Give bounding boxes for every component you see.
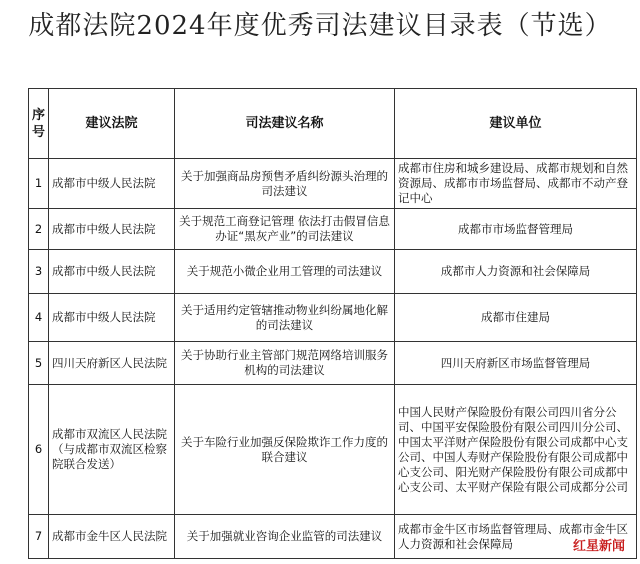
- cell-court: 四川天府新区人民法院: [49, 342, 175, 385]
- table-row: [29, 342, 637, 385]
- cell-court: 成都市中级人民法院: [49, 250, 175, 294]
- cell-name: 关于车险行业加强反保险欺诈工作力度的联合建议: [175, 385, 395, 515]
- cell-name: 关于加强商品房预售矛盾纠纷源头治理的司法建议: [175, 159, 395, 209]
- cell-unit: 中国人民财产保险股份有限公司四川省分公司、中国平安保险股份有限公司四川分公司、中国太平洋财产保险股份有限公司成都中心支公司、中国人寿财产保险股份有限公司成都中心支公司、阳光财产保险股份有限公司成都中心支公司、太平财产保险有限公司成都分公司: [395, 385, 637, 515]
- cell-unit: 成都市住建局: [395, 294, 637, 342]
- suggestion-catalog-table: [28, 88, 637, 559]
- cell-name: 关于规范小微企业用工管理的司法建议: [175, 250, 395, 294]
- table-row: [29, 385, 637, 515]
- cell-name: 关于适用约定管辖推动物业纠纷属地化解的司法建议: [175, 294, 395, 342]
- header-unit: 建议单位: [395, 89, 637, 159]
- cell-court: 成都市双流区人民法院（与成都市双流区检察院联合发送）: [49, 385, 175, 515]
- cell-name: 关于协助行业主管部门规范网络培训服务机构的司法建议: [175, 342, 395, 385]
- header-court: 建议法院: [49, 89, 175, 159]
- cell-seq: 3: [29, 250, 49, 294]
- cell-unit: 成都市人力资源和社会保障局: [395, 250, 637, 294]
- table-row: [29, 250, 637, 294]
- news-logo-watermark: 红星新闻: [564, 536, 634, 558]
- cell-seq: 1: [29, 159, 49, 209]
- cell-name: 关于规范工商登记管理 依法打击假冒信息办证“黑灰产业”的司法建议: [175, 209, 395, 250]
- table-row: [29, 159, 637, 209]
- cell-court: 成都市中级人民法院: [49, 209, 175, 250]
- cell-seq: 4: [29, 294, 49, 342]
- cell-name: 关于加强就业咨询企业监管的司法建议: [175, 515, 395, 559]
- cell-seq: 6: [29, 385, 49, 515]
- table-row: [29, 515, 637, 559]
- cell-seq: 7: [29, 515, 49, 559]
- cell-unit: 四川天府新区市场监督管理局: [395, 342, 637, 385]
- cell-unit: 成都市住房和城乡建设局、成都市规划和自然资源局、成都市市场监督局、成都市不动产登记中心: [395, 159, 637, 209]
- document-title: 成都法院2024年度优秀司法建议目录表（节选）: [28, 11, 612, 41]
- cell-court: 成都市中级人民法院: [49, 159, 175, 209]
- cell-unit: 成都市市场监督管理局: [395, 209, 637, 250]
- cell-unit: 成都市金牛区市场监督管理局、成都市金牛区人力资源和社会保障局: [395, 515, 637, 559]
- cell-seq: 2: [29, 209, 49, 250]
- cell-court: 成都市中级人民法院: [49, 294, 175, 342]
- table-header-row: [29, 89, 637, 159]
- table-row: [29, 209, 637, 250]
- header-name: 司法建议名称: [175, 89, 395, 159]
- table-row: [29, 294, 637, 342]
- cell-court: 成都市金牛区人民法院: [49, 515, 175, 559]
- cell-seq: 5: [29, 342, 49, 385]
- header-seq: 序号: [29, 89, 49, 159]
